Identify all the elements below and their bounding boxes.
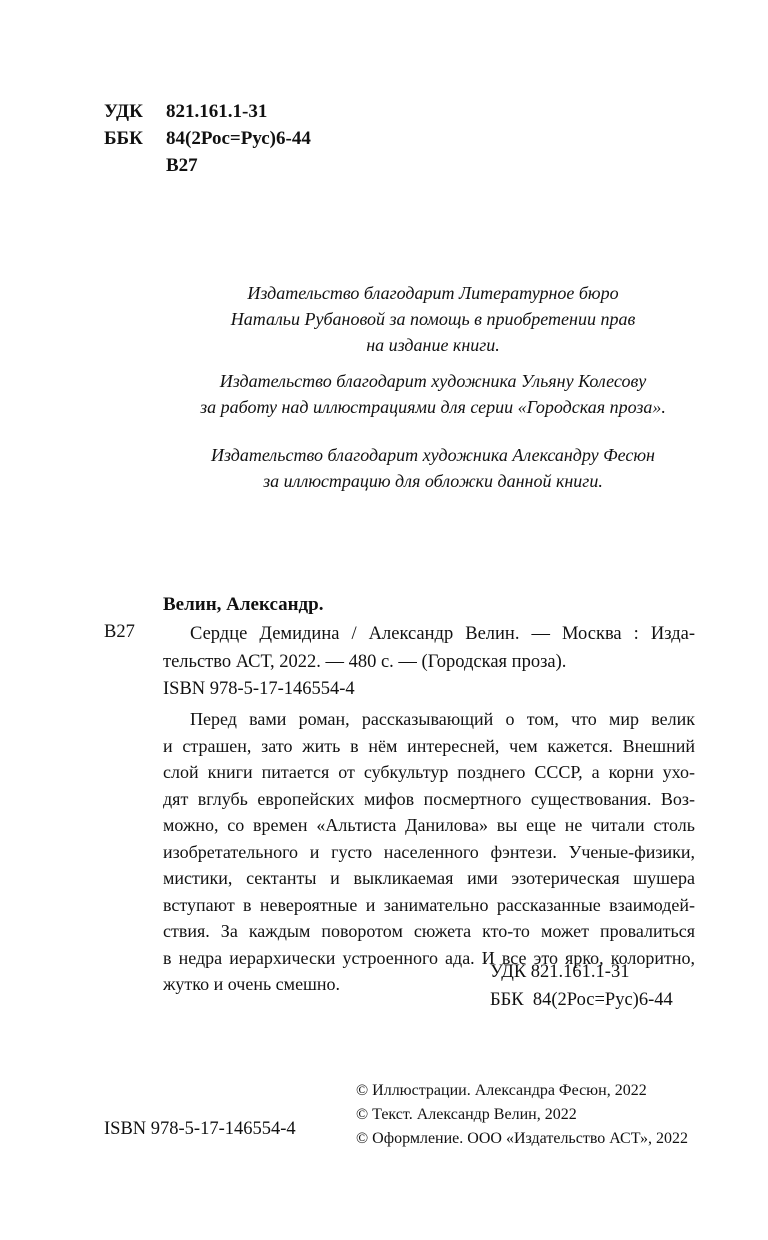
bbk-row	[104, 125, 311, 152]
annotation-line: изобретательного и густо населенного фэнтези. Ученые-физики,	[163, 841, 695, 862]
annotation-line: слой книги питается от субкультур позднего СССР, а корни ухо-	[163, 762, 695, 782]
acknowledgement-1	[100, 280, 766, 358]
catalog-cutter: В27	[104, 622, 135, 642]
annotation-line: в недра иерархически устроенного ада. И все это ярко, колоритно,	[163, 947, 695, 968]
annotation-line: и страшен, зато жить в нём интересней, чем кажется. Внешний	[163, 735, 695, 756]
ack-line: за иллюстрацию для обложки данной книги.	[263, 471, 603, 491]
ack-line: на издание книги.	[366, 335, 500, 355]
ack-line: Издательство благодарит художника Александру Фесюн	[211, 445, 655, 465]
copyright-line: © Текст. Александр Велин, 2022	[356, 1106, 577, 1123]
ack-line: Издательство благодарит художника Ульяну Колесову	[219, 371, 647, 391]
annotation-line: дят вглубь европейских мифов посмертного существования. Воз-	[163, 788, 695, 809]
annotation-line: мистики, сектанты и выкликаемая ими эзотерическая шушера	[163, 868, 695, 888]
annotation-line: ствия. За каждым поворотом сюжета кто-то может провалиться	[163, 921, 695, 941]
copyright-line: © Иллюстрации. Александра Фесюн, 2022	[356, 1082, 647, 1099]
bbk-value: 84(2Рос=Рус)6-44	[166, 128, 311, 149]
ack-line: Натальи Рубановой за помощь в приобретении прав	[230, 309, 636, 329]
udk-value: 821.161.1-31	[166, 101, 268, 122]
catalog-isbn: ISBN 978-5-17-146554-4	[163, 679, 355, 699]
acknowledgement-2	[100, 368, 766, 420]
bbk-label: ББК	[104, 128, 143, 149]
isbn-bottom: ISBN 978-5-17-146554-4	[104, 1119, 296, 1139]
catalog-author: Велин, Александр.	[163, 594, 324, 615]
ack-line: Издательство благодарит Литературное бюро	[247, 283, 619, 303]
copyright-line: © Оформление. ООО «Издательство АСТ», 2022	[356, 1130, 689, 1147]
annotation-line: вступают в невероятные и занимательно рассказанные взаимодей-	[163, 894, 695, 915]
annotation-line: можно, со времен «Альтиста Данилова» вы еще не читали столь	[163, 815, 695, 835]
copyright-block	[356, 1079, 688, 1151]
cutter-code-top: В27	[166, 155, 198, 176]
udk-row	[104, 98, 311, 125]
classification-codes-bottom	[490, 958, 673, 1014]
acknowledgement-3	[100, 442, 766, 494]
catalog-line: Сердце Демидина / Александр Велин. — Москва : Изда-	[190, 624, 695, 644]
classification-codes-top	[104, 98, 311, 179]
bbk-bottom: ББК 84(2Рос=Рус)6-44	[490, 990, 673, 1010]
catalog-line: тельство АСТ, 2022. — 480 с. — (Городская проза).	[163, 652, 567, 672]
udk-label: УДК	[104, 101, 143, 122]
annotation	[163, 706, 695, 998]
udk-bottom: УДК 821.161.1-31	[490, 962, 630, 982]
annotation-line: жутко и очень смешно.	[163, 974, 341, 994]
annotation-line: Перед вами роман, рассказывающий о том, что мир велик	[190, 709, 695, 729]
catalog-description	[163, 620, 695, 676]
ack-line: за работу над иллюстрациями для серии «Городская проза».	[200, 397, 666, 417]
